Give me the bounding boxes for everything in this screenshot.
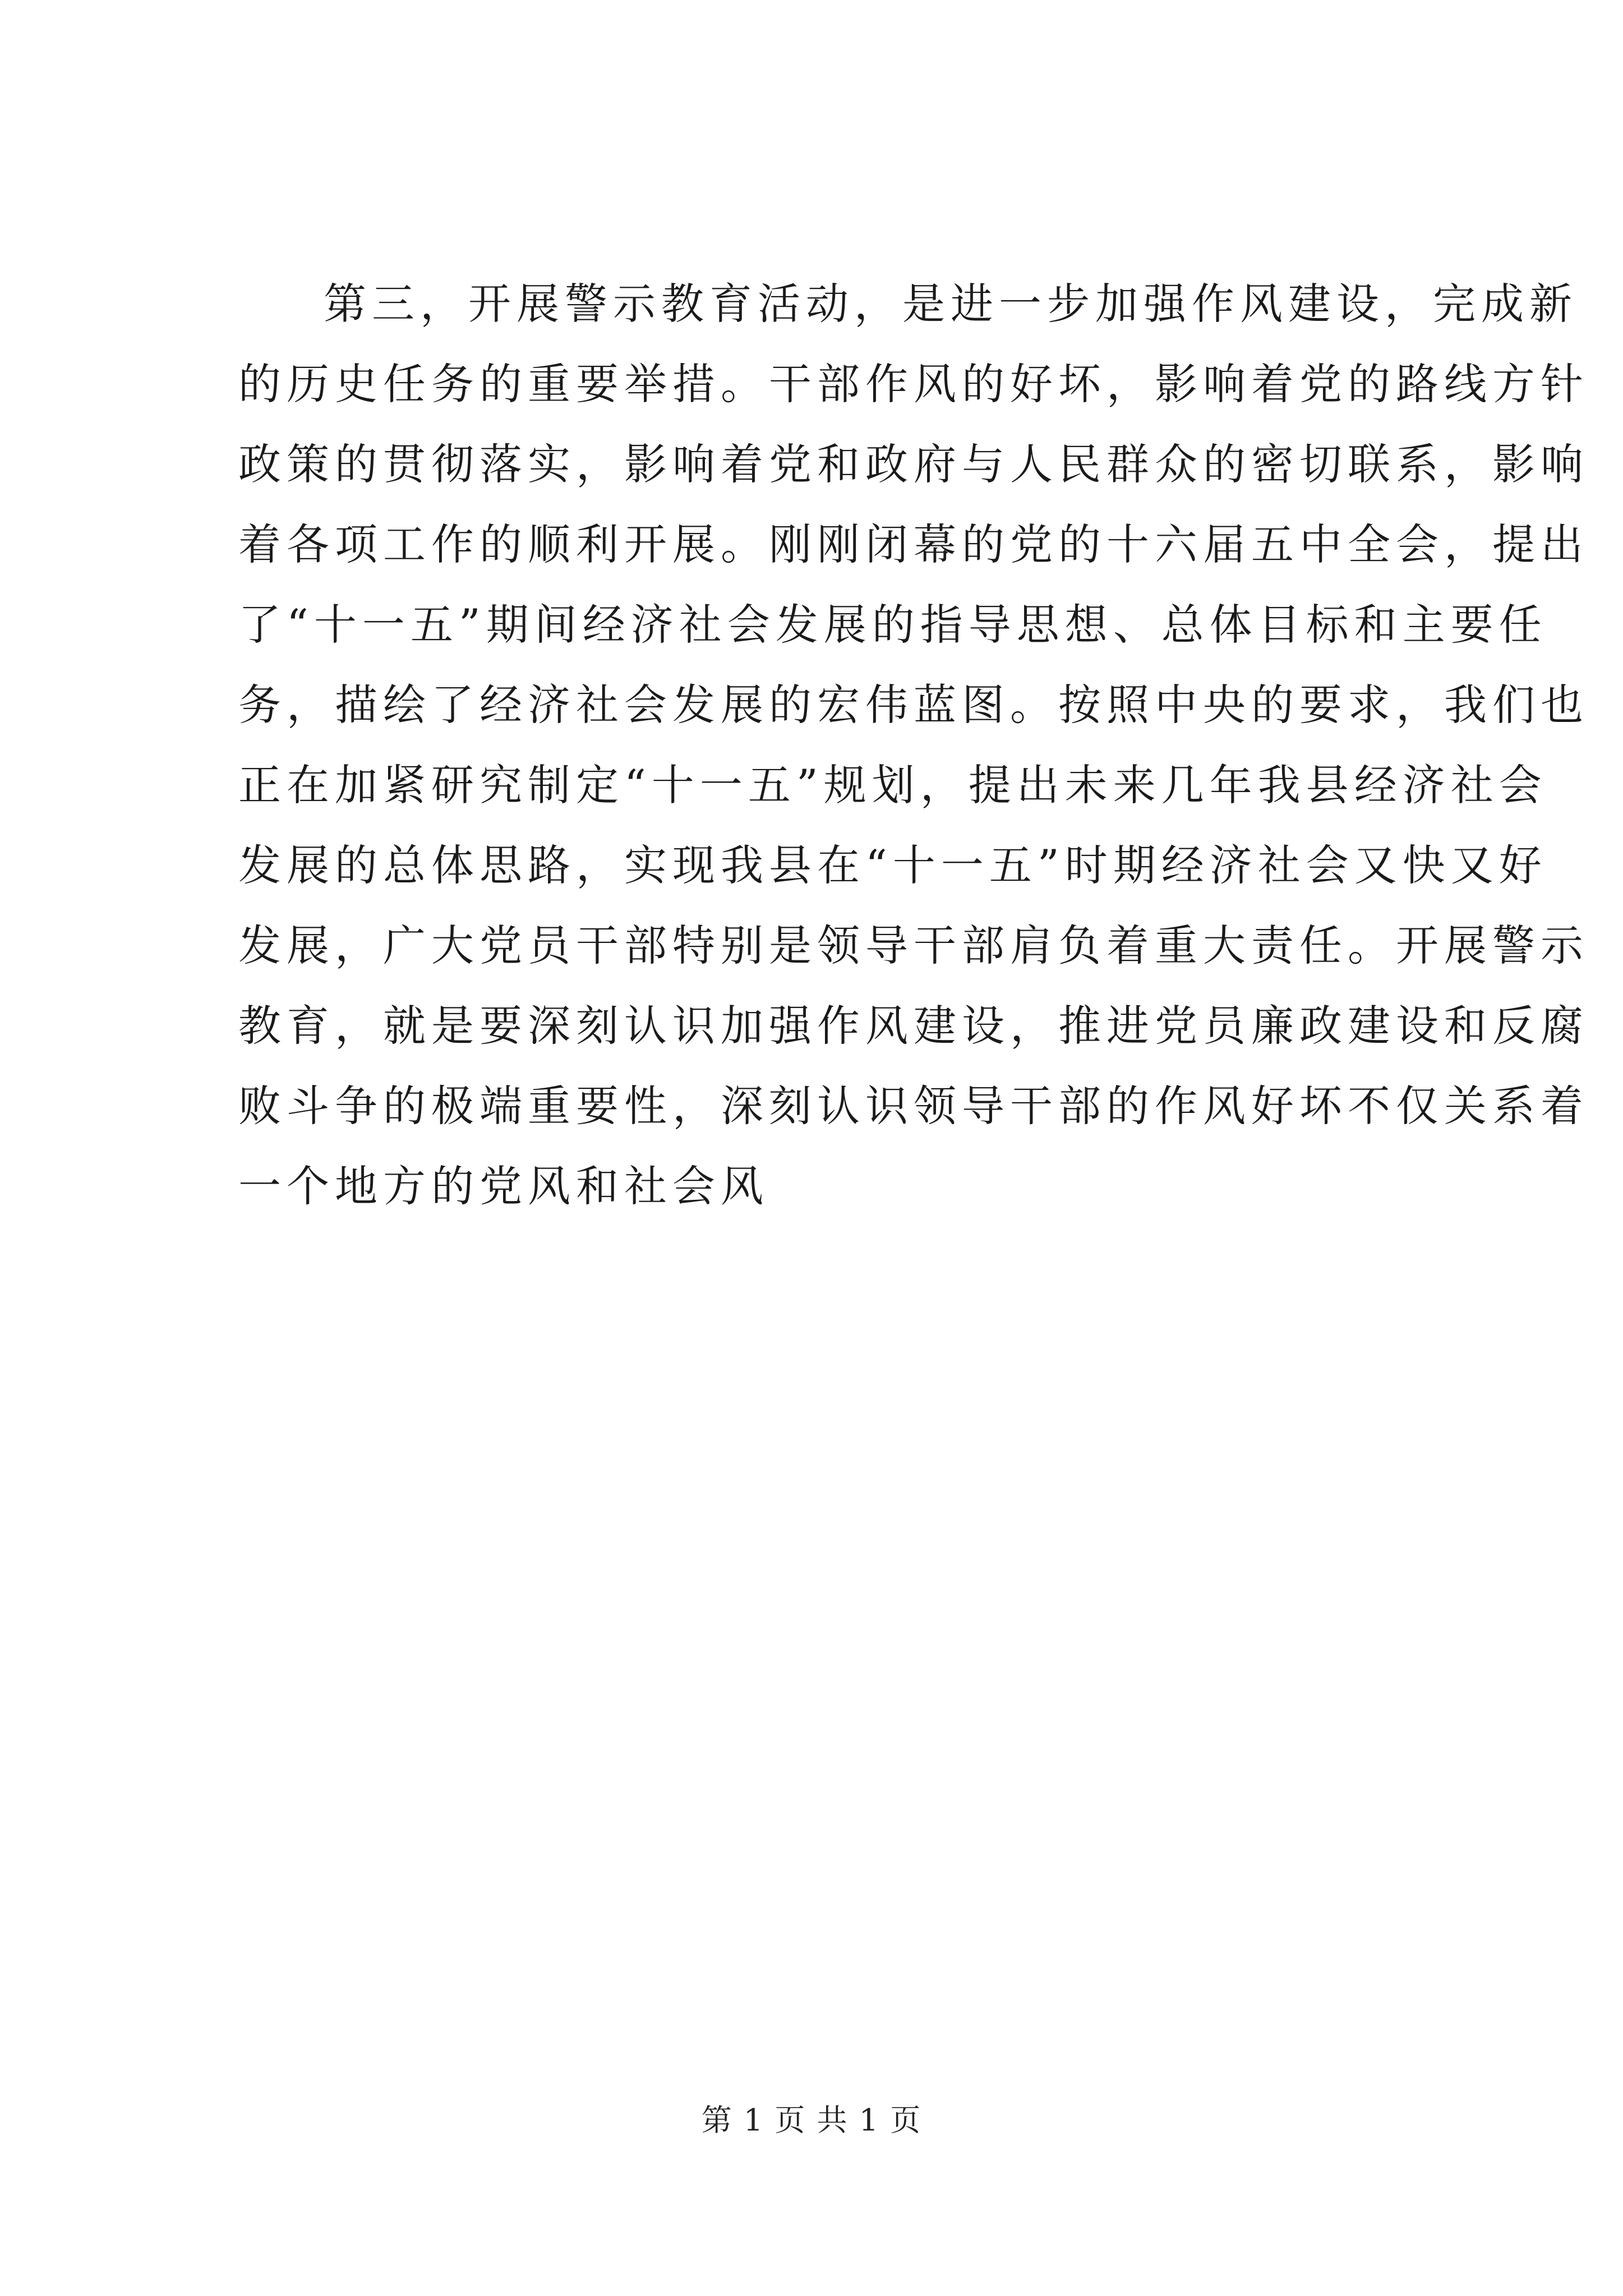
body-paragraph [238, 264, 1589, 1226]
paragraph-line: 发展，广大党员干部特别是领导干部肩负着重大责任。开展警示 [238, 921, 1589, 970]
paragraph-line: 的历史任务的重要举措。干部作风的好坏，影响着党的路线方针 [238, 359, 1589, 409]
paragraph-line: 教育，就是要深刻认识加强作风建设，推进党员廉政建设和反腐 [238, 1001, 1589, 1051]
paragraph-line: 一个地方的党风和社会风 [238, 1161, 769, 1211]
paragraph-line: 着各项工作的顺利开展。刚刚闭幕的党的十六届五中全会，提出 [238, 519, 1589, 569]
paragraph-line: 败斗争的极端重要性，深刻认识领导干部的作风好坏不仅关系着 [238, 1081, 1589, 1131]
paragraph-line: 第三，开展警示教育活动，是进一步加强作风建设，完成新 [324, 279, 1578, 329]
page-number-footer: 第 1 页 共 1 页 [701, 2102, 922, 2138]
paragraph-line: 了“十一五”期间经济社会发展的指导思想、总体目标和主要任 [238, 600, 1547, 650]
paragraph-line: 政策的贯彻落实，影响着党和政府与人民群众的密切联系，影响 [238, 439, 1589, 489]
paragraph-line: 正在加紧研究制定“十一五”规划，提出未来几年我县经济社会 [238, 760, 1547, 810]
paragraph-line: 务，描绘了经济社会发展的宏伟蓝图。按照中央的要求，我们也 [238, 680, 1589, 730]
paragraph-line: 发展的总体思路，实现我县在“十一五”时期经济社会又快又好 [238, 840, 1547, 890]
